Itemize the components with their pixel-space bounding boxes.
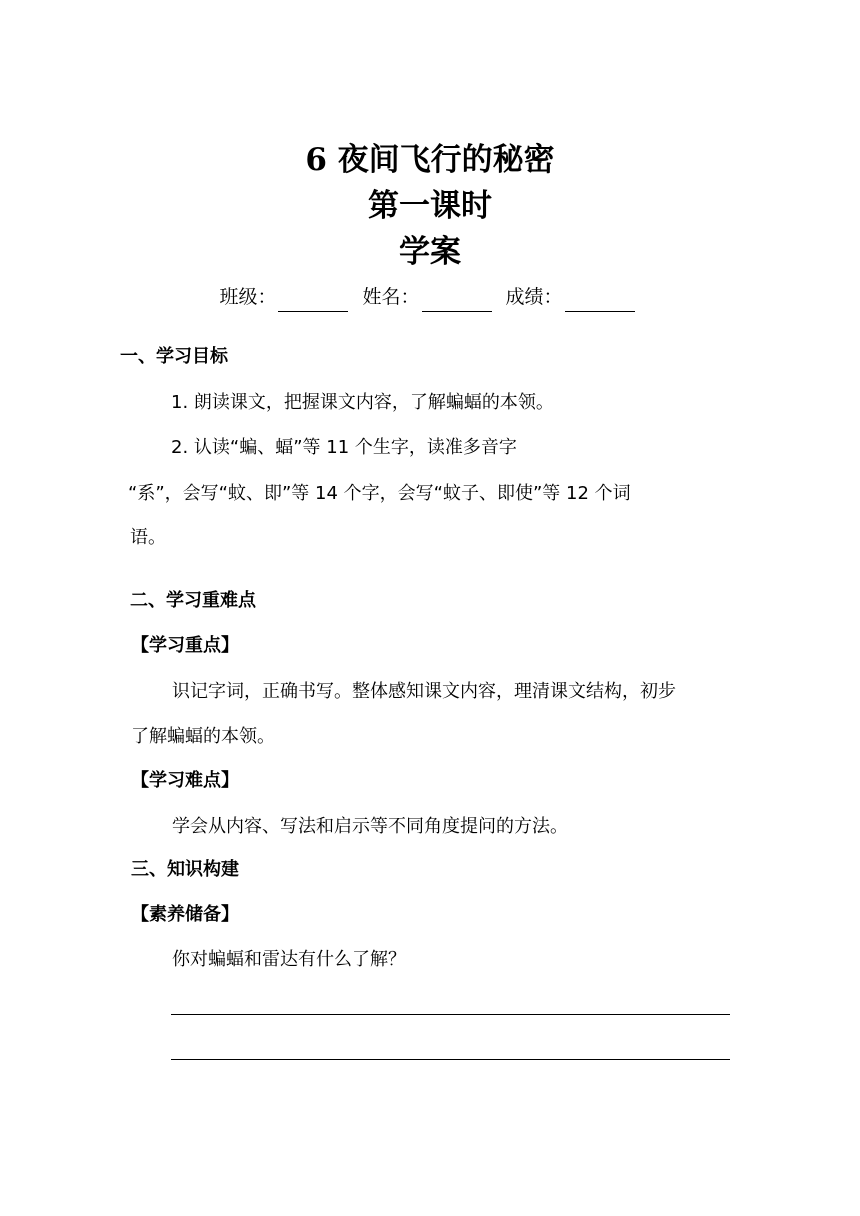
goal-item-2-line-3: 语。 bbox=[130, 527, 166, 548]
goal-item-2-line-2: “系”，会写“蚊、即”等 14 个字，会写“蚊子、即使”等 12 个词 bbox=[128, 483, 631, 504]
difficulty-text: 学会从内容、写法和启示等不同角度提问的方法。 bbox=[172, 816, 568, 837]
section-heading-goals: 一、学习目标 bbox=[120, 346, 228, 367]
goal-item-1: 1. 朗读课文，把握课文内容，了解蝙蝠的本领。 bbox=[171, 392, 554, 413]
lesson-period: 第一课时 bbox=[368, 188, 492, 224]
name-blank[interactable] bbox=[422, 289, 492, 312]
key-point-text-line-2: 了解蝙蝠的本领。 bbox=[131, 726, 275, 747]
class-label: 班级： bbox=[219, 286, 277, 308]
name-label: 姓名： bbox=[362, 286, 420, 308]
class-blank[interactable] bbox=[278, 289, 348, 312]
section-heading-knowledge: 三、知识构建 bbox=[131, 859, 239, 880]
goal-item-2-line-1: 2. 认读“蝙、蝠”等 11 个生字，读准多音字 bbox=[171, 437, 517, 458]
answer-line-1[interactable] bbox=[171, 1014, 730, 1015]
preparation-question: 你对蝙蝠和雷达有什么了解？ bbox=[172, 949, 406, 970]
student-info-row bbox=[0, 282, 860, 312]
key-point-text-line-1: 识记字词，正确书写。整体感知课文内容，理清课文结构，初步 bbox=[172, 681, 676, 702]
answer-line-2[interactable] bbox=[171, 1059, 730, 1060]
lesson-title: 6 夜间飞行的秘密 bbox=[305, 142, 555, 178]
score-blank[interactable] bbox=[565, 289, 635, 312]
score-label: 成绩： bbox=[505, 286, 563, 308]
preparation-label: 【素养储备】 bbox=[131, 904, 239, 925]
section-heading-key-points: 二、学习重难点 bbox=[130, 590, 256, 611]
worksheet-type: 学案 bbox=[399, 234, 461, 270]
key-point-label: 【学习重点】 bbox=[131, 635, 239, 656]
difficulty-label: 【学习难点】 bbox=[131, 770, 239, 791]
